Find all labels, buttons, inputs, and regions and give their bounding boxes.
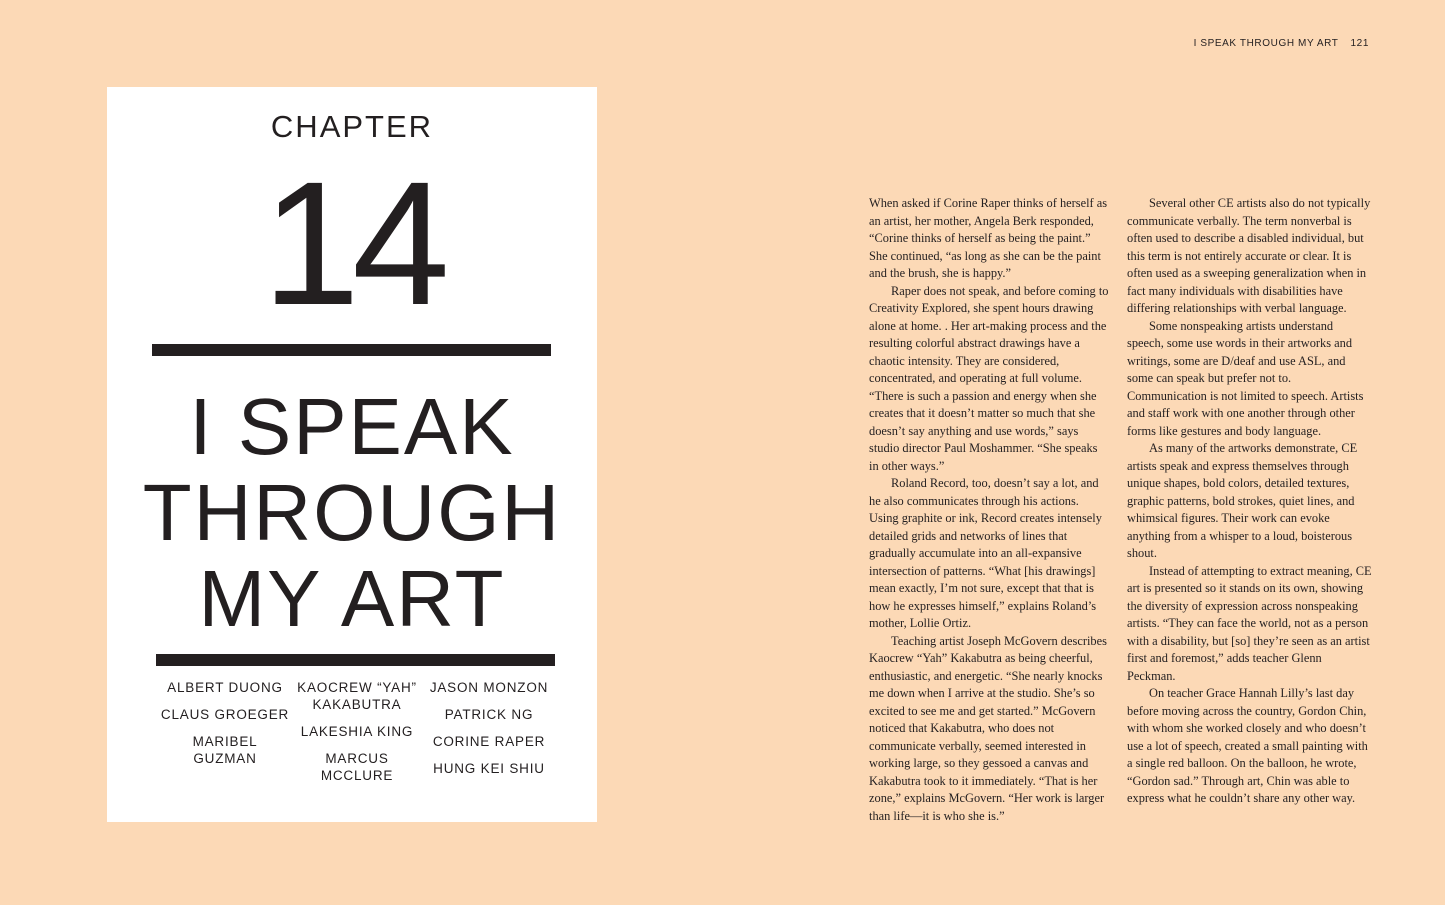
artist-name: JASON MONZON bbox=[429, 680, 549, 695]
body-paragraph: Teaching artist Joseph McGovern describes Kaocrew “Yah” Kakabutra as being cheerful, enthusiastic, and energetic. “She nearly knocks me down when I arrive at the studio. She’s so excited to see me and get started.” McGovern noticed that Kakabutra, who does not communicate verbally, seemed interested in working large, so they gessoed a canvas and Kakabutra took to it immediately. “That is her zone,” explains McGovern. “Her work is larger than life—it is who she is.” bbox=[869, 633, 1107, 823]
divider-rule-bottom bbox=[156, 654, 555, 666]
body-paragraph: Some nonspeaking artists understand speech, some use words in their artworks and writings, some are D/deaf and use ASL, and some can speak but prefer not to. Communication is not limited to speech. Artists and staff work with one another through other forms like gestures and body language. bbox=[1127, 318, 1364, 438]
chapter-label: CHAPTER bbox=[270, 109, 434, 144]
body-paragraph: Roland Record, too, doesn’t say a lot, and he also communicates through his actions. Using graphite or ink, Record creates intensely detailed grids and networks of lines that gradually accumulate into an all-expansive intersection of patterns. “What [his drawings] mean exactly, I’m not sure, except that that is how he expresses himself,” explains Roland’s mother, Lollie Ortiz. bbox=[869, 476, 1102, 630]
artist-name: MARIBEL GUZMAN bbox=[192, 734, 258, 766]
artist-name: KAOCREW “YAH” KAKABUTRA bbox=[297, 680, 417, 712]
chapter-number: 14 bbox=[262, 146, 442, 342]
body-paragraph: Instead of attempting to extract meaning, CE art is presented so it stands on its own, showing the diversity of expression across nonspeaking artists. “They can face the world, not as a person with a disability, but [so] they’re seen as an artist first and foremost,” adds teacher Glenn Peckman. bbox=[1127, 563, 1372, 683]
artist-name: MARCUS MCCLURE bbox=[320, 751, 394, 783]
body-paragraph: When asked if Corine Raper thinks of herself as an artist, her mother, Angela Berk responded, “Corine thinks of herself as being the paint.” She continued, “as long as she can be the paint and the brush, she is happy.” bbox=[869, 196, 1108, 280]
body-paragraph: Several other CE artists also do not typically communicate verbally. The term nonverbal is often used to describe a disabled individual, but this term is not entirely accurate or clear. It is often used as a sweeping generalization when in fact many individuals with disabilities have differing relationships with verbal language. bbox=[1127, 196, 1371, 315]
artist-list-col2 bbox=[287, 679, 427, 794]
running-head-title: I SPEAK THROUGH MY ART bbox=[1193, 38, 1339, 49]
body-paragraph: On teacher Grace Hannah Lilly’s last day before moving across the country, Gordon Chin, with whom she worked closely and who doesn’t use a lot of speech, created a small painting with a single red balloon. On the balloon, he wrote, “Gordon sad.” Through art, Chin was able to express what he couldn’t share any other way. bbox=[1127, 686, 1368, 805]
body-paragraph: As many of the artworks demonstrate, CE artists speak and express themselves through unique shapes, bold colors, detailed textures, graphic patterns, bold strokes, quiet lines, and whimsical figures. Their work can evoke anything from a whisper to a loud, boisterous shout. bbox=[1127, 441, 1358, 560]
chapter-title-line: MY ART bbox=[198, 554, 506, 643]
artist-name: CLAUS GROEGER bbox=[160, 707, 290, 722]
artist-name: ALBERT DUONG bbox=[167, 680, 283, 695]
chapter-title-line: I SPEAK bbox=[189, 382, 515, 471]
divider-rule-top bbox=[152, 344, 551, 356]
running-head bbox=[1194, 38, 1369, 49]
page-number: 121 bbox=[1350, 38, 1369, 49]
artist-name: PATRICK NG bbox=[444, 707, 534, 722]
artist-list-col1 bbox=[160, 679, 290, 777]
artist-list-col3 bbox=[424, 679, 554, 787]
body-column-left bbox=[869, 195, 1109, 825]
artist-name: HUNG KEI SHIU bbox=[433, 761, 545, 776]
artist-name: CORINE RAPER bbox=[432, 734, 546, 749]
body-paragraph: Raper does not speak, and before coming to Creativity Explored, she spent hours drawing alone at home. . Her art-making process and the resulting colorful abstract drawings have a chaotic intensity. They are considered, concentrated, and operating at full volume. “There is such a passion and energy when she creates that it doesn’t matter so much that she doesn’t say anything and use words,” says studio director Paul Moshammer. “She speaks in other ways.” bbox=[869, 283, 1109, 473]
chapter-title-line: THROUGH bbox=[142, 468, 562, 557]
artist-name: LAKESHIA KING bbox=[300, 724, 414, 739]
body-column-right bbox=[1127, 195, 1373, 808]
chapter-title bbox=[107, 384, 597, 642]
